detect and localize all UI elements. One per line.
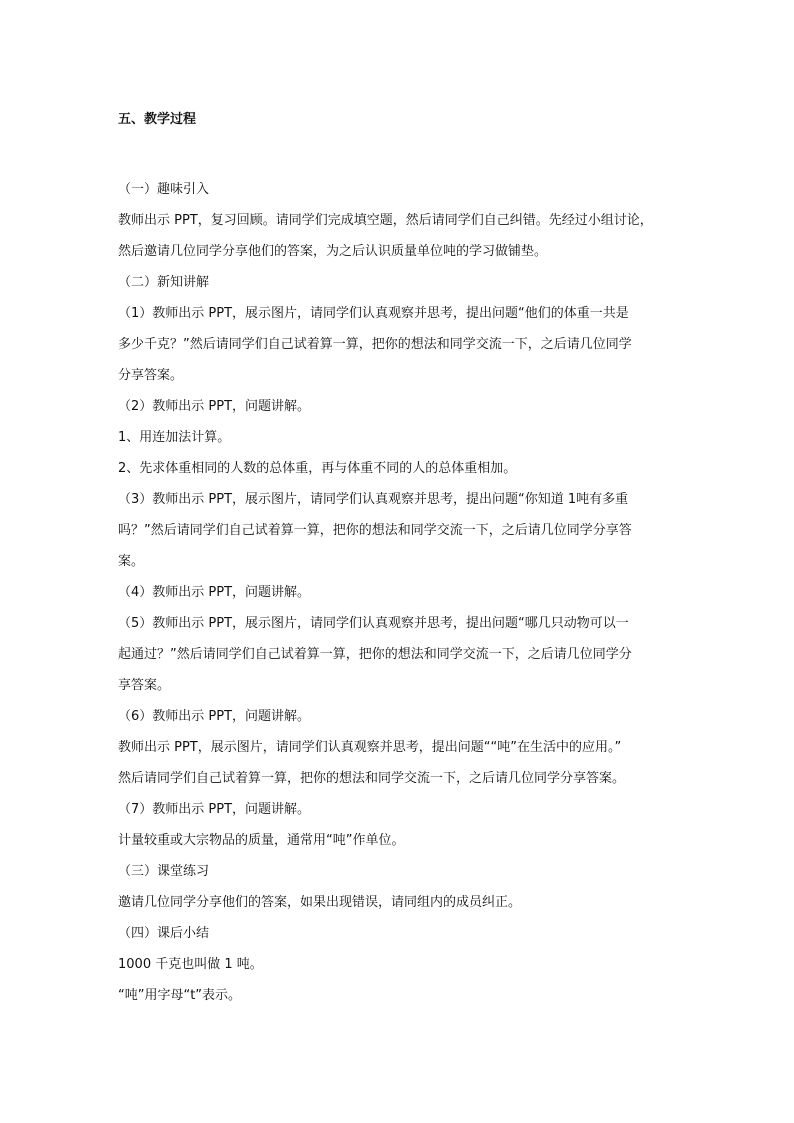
paragraph-line: （4）教师出示 PPT，问题讲解。 [118,585,311,600]
paragraph-line: 然后邀请几位同学分享他们的答案，为之后认识质量单位吨的学习做铺垫。 [118,244,548,259]
paragraph-line: 邀请几位同学分享他们的答案，如果出现错误，请同组内的成员纠正。 [118,895,522,910]
paragraph-line: （5）教师出示 PPT，展示图片，请同学们认真观察并思考，提出问题“哪几只动物可以一 [118,616,629,631]
paragraph-line: （7）教师出示 PPT，问题讲解。 [118,802,311,817]
list-item: 2、先求体重相同的人数的总体重，再与体重不同的人的总体重相加。 [118,461,517,476]
paragraph-line: 教师出示 PPT，复习回顾。请同学们完成填空题，然后请同学们自己纠错。先经过小组讨论， [118,213,653,228]
paragraph-line: “吨”用字母“t”表示。 [118,988,242,1003]
paragraph-line: 多少千克？”然后请同学们自己试着算一算，把你的想法和同学交流一下，之后请几位同学 [118,337,632,352]
document-body [118,110,678,1011]
paragraph-line: （2）教师出示 PPT，问题讲解。 [118,399,311,414]
paragraph-line: （1）教师出示 PPT，展示图片，请同学们认真观察并思考，提出问题“他们的体重一共是 [118,306,629,321]
paragraph-line: 计量较重或大宗物品的质量，通常用“吨”作单位。 [118,833,405,848]
subsection-heading-new-knowledge: （二）新知讲解 [118,275,210,290]
paragraph-line: （6）教师出示 PPT，问题讲解。 [118,709,311,724]
paragraph-line: （3）教师出示 PPT，展示图片，请同学们认真观察并思考，提出问题“你知道 1吨有多重 [118,492,629,507]
paragraph-line: 案。 [118,554,145,569]
paragraph-line: 分享答案。 [118,368,184,383]
paragraph-line: 起通过？”然后请同学们自己试着算一算，把你的想法和同学交流一下，之后请几位同学分 [118,647,632,662]
subsection-heading-practice: （三）课堂练习 [118,864,210,879]
paragraph-line: 教师出示 PPT，展示图片，请同学们认真观察并思考，提出问题““吨”在生活中的应用。” [118,740,622,755]
subsection-heading-summary: （四）课后小结 [118,926,210,941]
list-item: 1、用连加法计算。 [118,430,231,445]
paragraph-line: 然后请同学们自己试着算一算，把你的想法和同学交流一下，之后请几位同学分享答案。 [118,771,626,786]
paragraph-line: 享答案。 [118,678,171,693]
paragraph-line: 1000 千克也叫做 1 吨。 [118,957,263,972]
section-heading: 五、教学过程 [118,112,197,127]
subsection-heading-intro: （一）趣味引入 [118,182,210,197]
paragraph-line: 吗？”然后请同学们自己试着算一算，把你的想法和同学交流一下，之后请几位同学分享答 [118,523,632,538]
